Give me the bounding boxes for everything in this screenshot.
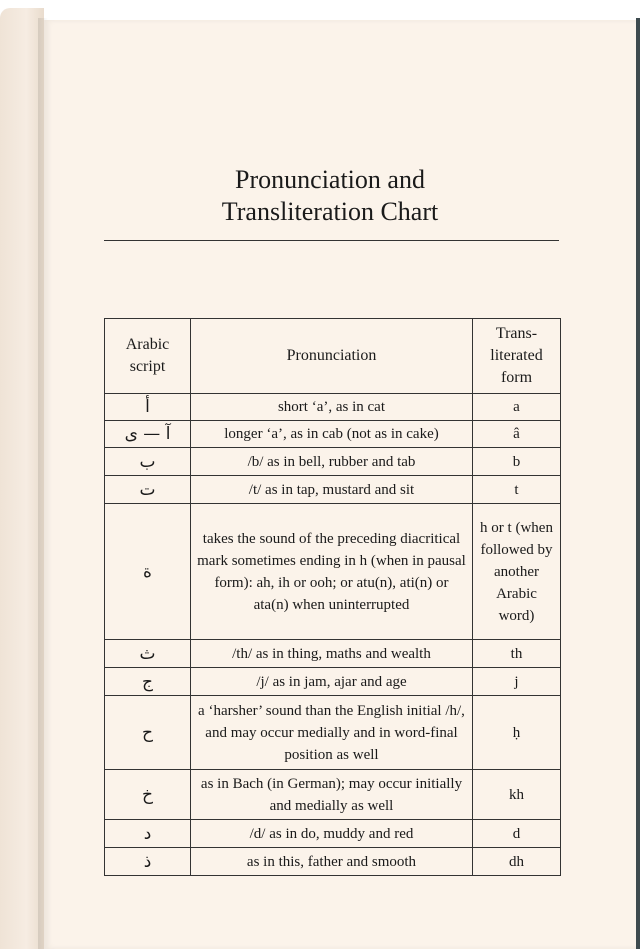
form-cell: t xyxy=(473,476,561,504)
pronunciation-cell: /b/ as in bell, rubber and tab xyxy=(191,448,473,476)
pronunciation-cell: longer ‘a’, as in cab (not as in cake) xyxy=(191,421,473,448)
table-row xyxy=(105,421,561,448)
table-row xyxy=(105,476,561,504)
header-arabic-script: Arabic script xyxy=(105,319,191,394)
pronunciation-cell: short ‘a’, as in cat xyxy=(191,394,473,421)
arabic-cell: ذ xyxy=(105,848,191,876)
table-row xyxy=(105,504,561,640)
arabic-cell: ت xyxy=(105,476,191,504)
book-cover-edge xyxy=(636,18,640,949)
arabic-cell: أ xyxy=(105,394,191,421)
table-row xyxy=(105,448,561,476)
arabic-cell: خ xyxy=(105,770,191,820)
pronunciation-cell: as in Bach (in German); may occur initially and medially as well xyxy=(191,770,473,820)
pronunciation-cell: /th/ as in thing, maths and wealth xyxy=(191,640,473,668)
form-cell: th xyxy=(473,640,561,668)
pronunciation-cell: takes the sound of the preceding diacritical mark sometimes ending in h (when in pausal form): ah, ih or ooh; or atu(n), ati(n) or ata(n) when uninterrupted xyxy=(191,504,473,640)
form-cell: ḥ xyxy=(473,696,561,770)
arabic-cell: د xyxy=(105,820,191,848)
form-cell: b xyxy=(473,448,561,476)
table-row xyxy=(105,770,561,820)
arabic-cell: ة xyxy=(105,504,191,640)
table-row xyxy=(105,848,561,876)
form-cell: j xyxy=(473,668,561,696)
table-row xyxy=(105,640,561,668)
pronunciation-cell: /d/ as in do, muddy and red xyxy=(191,820,473,848)
table-row xyxy=(105,820,561,848)
transliteration-table xyxy=(104,318,561,876)
form-cell: h or t (when followed by another Arabic word) xyxy=(473,504,561,640)
form-cell: kh xyxy=(473,770,561,820)
title-rule xyxy=(104,240,559,241)
form-cell: dh xyxy=(473,848,561,876)
pronunciation-cell: /t/ as in tap, mustard and sit xyxy=(191,476,473,504)
pronunciation-cell: as in this, father and smooth xyxy=(191,848,473,876)
table-header-row xyxy=(105,319,561,394)
header-pronunciation: Pronunciation xyxy=(191,319,473,394)
form-cell: â xyxy=(473,421,561,448)
form-cell: d xyxy=(473,820,561,848)
pronunciation-cell: /j/ as in jam, ajar and age xyxy=(191,668,473,696)
table-row xyxy=(105,668,561,696)
table-row xyxy=(105,394,561,421)
table-row xyxy=(105,696,561,770)
pronunciation-cell: a ‘harsher’ sound than the English initial /h/, and may occur medially and in word-final position as well xyxy=(191,696,473,770)
title-line-1: Pronunciation and xyxy=(235,165,425,194)
title-line-2: Transliteration Chart xyxy=(221,197,439,226)
arabic-cell: آ — ى xyxy=(105,421,191,448)
arabic-cell: ج xyxy=(105,668,191,696)
header-transliterated-form: Trans-literated form xyxy=(473,319,561,394)
page-title xyxy=(190,164,470,228)
form-cell: a xyxy=(473,394,561,421)
arabic-cell: ب xyxy=(105,448,191,476)
arabic-cell: ح xyxy=(105,696,191,770)
arabic-cell: ث xyxy=(105,640,191,668)
